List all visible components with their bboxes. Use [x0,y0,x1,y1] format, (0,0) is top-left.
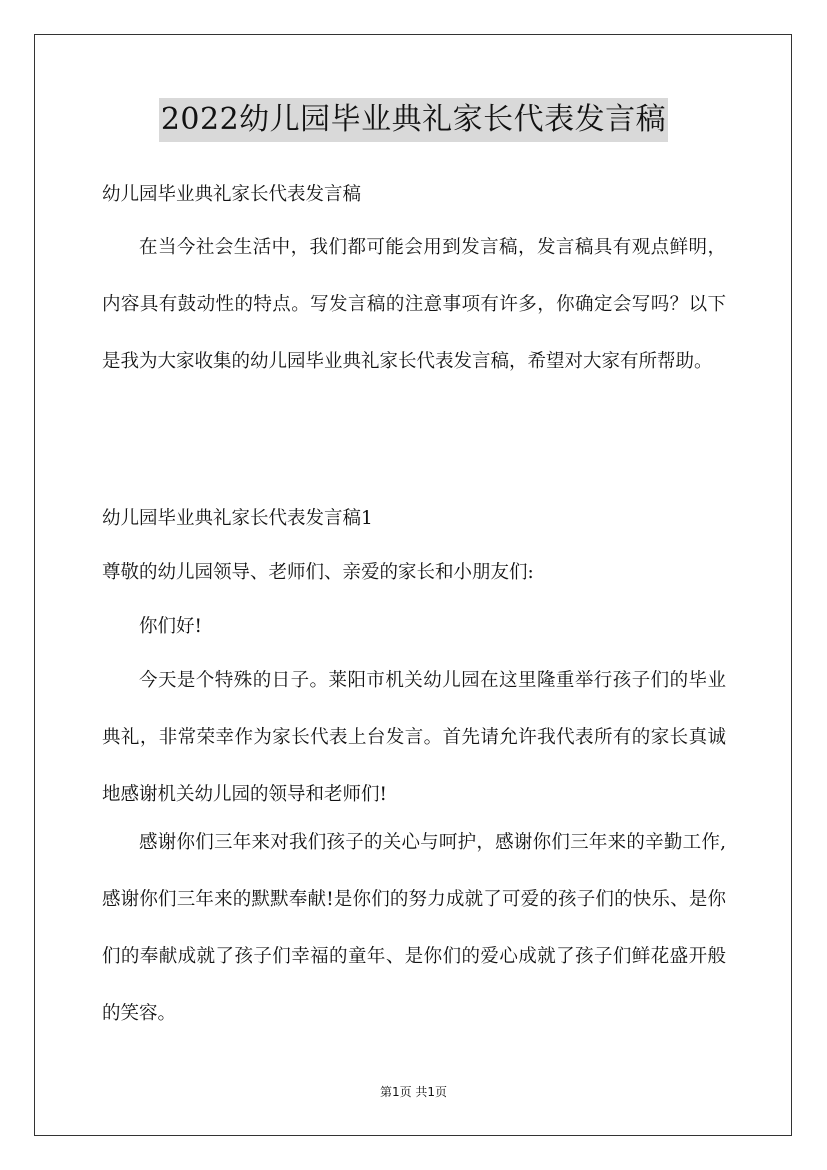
intro-paragraph: 在当今社会生活中，我们都可能会用到发言稿，发言稿具有观点鲜明，内容具有鼓动性的特点。写发言稿的注意事项有许多，你确定会写吗？以下是我为大家收集的幼儿园毕业典礼家长代表发言稿，希望对大家有所帮助。 [102,237,726,372]
body-paragraph-1: 今天是个特殊的日子。莱阳市机关幼儿园在这里隆重举行孩子们的毕业典礼，非常荣幸作为家长代表上台发言。首先请允许我代表所有的家长真诚地感谢机关幼儿园的领导和老师们! [102,670,726,805]
section-heading: 幼儿园毕业典礼家长代表发言稿1 [102,508,373,529]
page-footer: 第1页 共1页 [379,1085,448,1099]
title-wrap [0,98,827,142]
salutation-paragraph: 尊敬的幼儿园领导、老师们、亲爱的家长和小朋友们: [102,562,534,583]
document-title: 2022幼儿园毕业典礼家长代表发言稿 [159,98,668,142]
body-paragraph-2: 感谢你们三年来对我们孩子的关心与呵护，感谢你们三年来的辛勤工作,感谢你们三年来的默默奉献!是你们的努力成就了可爱的孩子们的快乐、是你们的奉献成就了孩子们幸福的童年、是你们的爱心成就了孩子们鲜花盛开般的笑容。 [102,832,726,1024]
greeting-paragraph: 你们好! [139,616,202,637]
subtitle-paragraph: 幼儿园毕业典礼家长代表发言稿 [102,184,362,205]
